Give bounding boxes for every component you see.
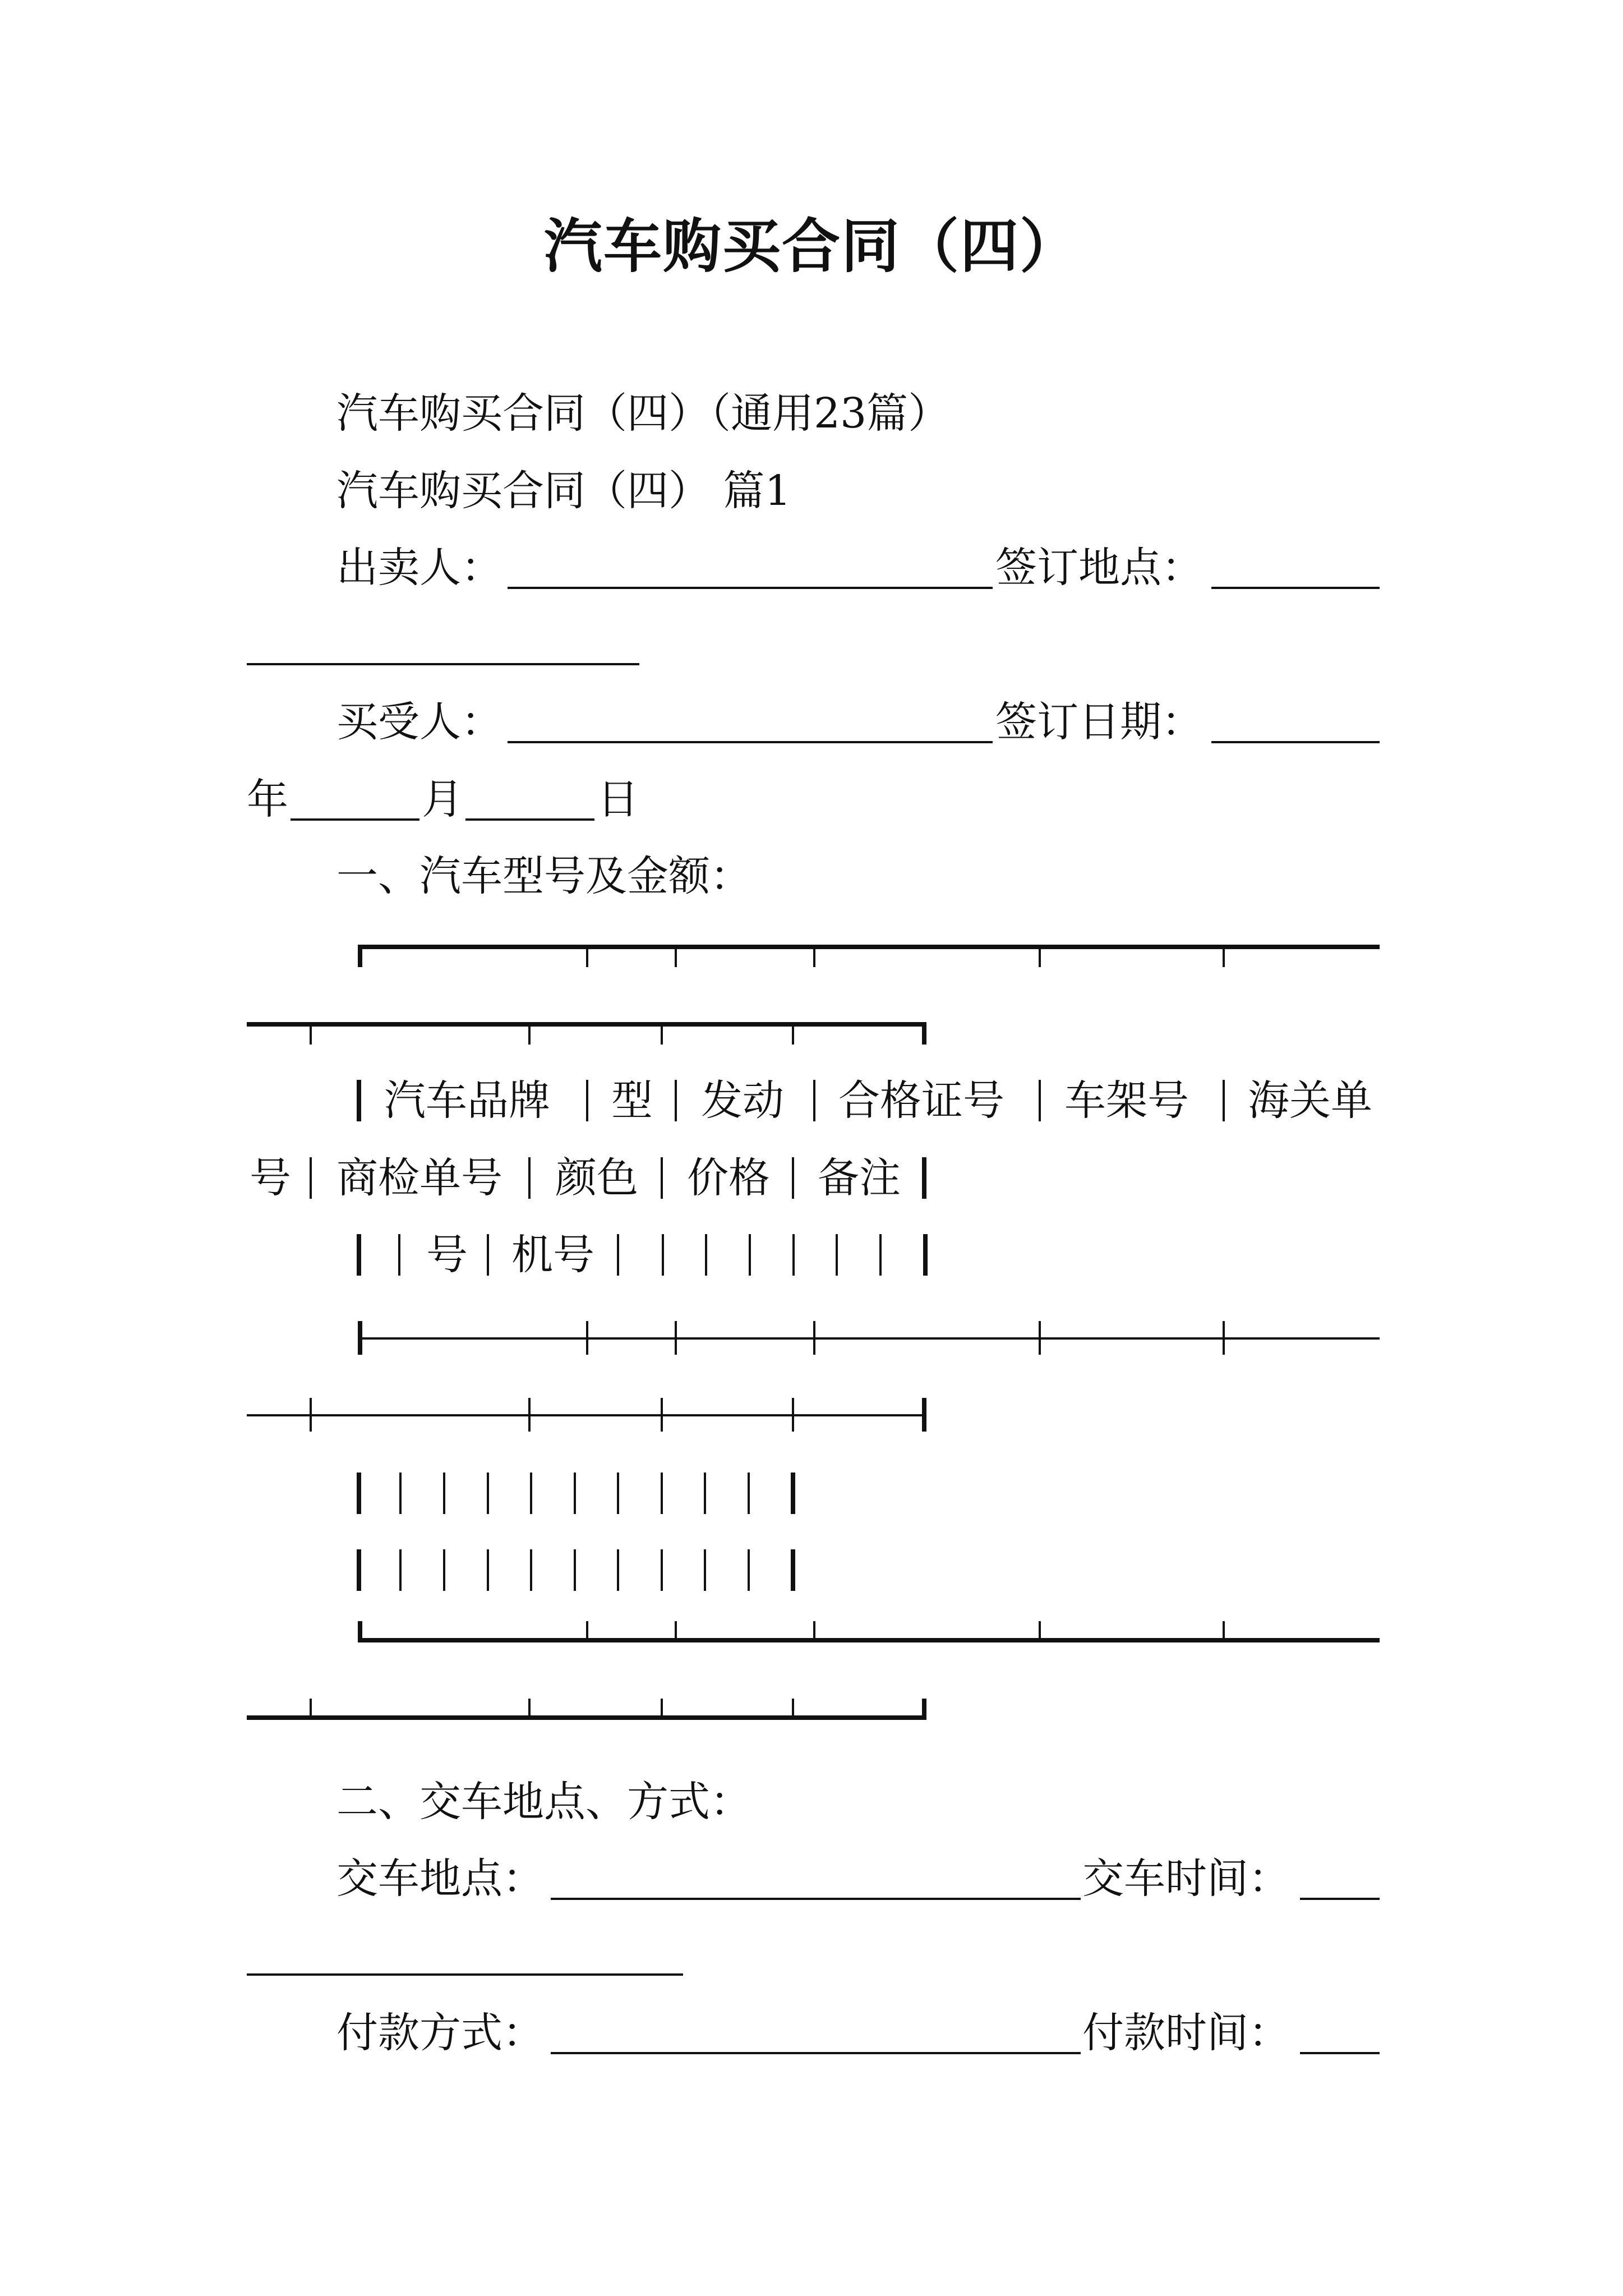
table-tick — [661, 1398, 663, 1432]
cell-border — [922, 1157, 926, 1199]
delivery-time-blank-cont[interactable] — [247, 1973, 683, 1976]
table-tick — [528, 1699, 531, 1720]
cell-border — [617, 1234, 619, 1276]
cell-border — [574, 1473, 576, 1514]
table-tick — [661, 1699, 663, 1720]
document-subtitle: 汽车购买合同（四）（通用23篇） — [336, 389, 950, 438]
table-tick — [1039, 945, 1041, 967]
header-customs-cont: 号 — [250, 1154, 291, 1202]
month-label: 月 — [422, 775, 463, 823]
cell-border — [675, 1080, 677, 1121]
header-certificate: 合格证号 — [838, 1076, 1004, 1125]
table-mid-border — [358, 1337, 1380, 1340]
cell-border — [879, 1234, 882, 1276]
cell-border — [398, 1234, 400, 1276]
table-bottom-border — [358, 1638, 1380, 1642]
payment-time-blank[interactable] — [1300, 2052, 1380, 2054]
table-bottom-border-cont — [247, 1715, 926, 1720]
table-tick — [586, 1321, 588, 1355]
table-tick — [1039, 1321, 1041, 1355]
cell-border — [661, 1473, 663, 1514]
sign-place-blank-cont[interactable] — [247, 663, 639, 665]
table-corner — [922, 1022, 926, 1045]
header-engine-cont: 机号 — [511, 1231, 594, 1279]
header-engine: 发动 — [701, 1076, 784, 1125]
table-corner — [922, 1699, 926, 1720]
cell-border — [748, 1549, 750, 1591]
header-model: 型 — [611, 1076, 653, 1125]
header-color: 颜色 — [555, 1154, 638, 1202]
delivery-time-label: 交车时间： — [1082, 1855, 1290, 1903]
cell-border — [791, 1549, 795, 1591]
cell-border — [836, 1234, 838, 1276]
table-tick — [310, 1699, 312, 1720]
table-tick — [1223, 1321, 1225, 1355]
table-tick — [792, 1022, 794, 1045]
cell-border — [443, 1473, 445, 1514]
table-top-border-cont — [247, 1022, 926, 1027]
table-tick — [358, 1321, 362, 1355]
cell-border — [1223, 1080, 1225, 1121]
cell-border — [574, 1549, 576, 1591]
cell-border — [704, 1549, 706, 1591]
section-label: 汽车购买合同（四） 篇1 — [336, 467, 791, 515]
buyer-label: 买受人： — [336, 698, 502, 746]
cell-border — [791, 1473, 795, 1514]
cell-border — [923, 1234, 928, 1276]
header-price: 价格 — [687, 1154, 770, 1202]
cell-border — [1039, 1080, 1041, 1121]
day-label: 日 — [597, 775, 639, 823]
table-corner — [358, 1621, 362, 1642]
cell-border — [705, 1234, 707, 1276]
table-tick — [586, 1621, 588, 1642]
cell-border — [749, 1234, 751, 1276]
table-tick — [813, 945, 815, 967]
cell-border — [748, 1473, 750, 1514]
delivery-time-blank[interactable] — [1300, 1898, 1380, 1900]
month-blank[interactable] — [465, 818, 594, 821]
table-top-border — [358, 945, 1380, 949]
table-tick — [1039, 1621, 1041, 1642]
table-tick — [310, 1022, 312, 1045]
payment-method-label: 付款方式： — [336, 2009, 544, 2057]
table-tick — [586, 945, 588, 967]
cell-border — [357, 1234, 361, 1276]
header-frame: 车架号 — [1064, 1076, 1189, 1125]
table-tick — [922, 1398, 926, 1432]
delivery-place-blank[interactable] — [551, 1898, 1081, 1900]
cell-border — [310, 1157, 312, 1199]
seller-label: 出卖人： — [336, 544, 502, 592]
sign-place-blank[interactable] — [1211, 587, 1380, 589]
year-blank[interactable] — [291, 818, 419, 821]
cell-border — [357, 1549, 361, 1591]
table-tick — [661, 1022, 663, 1045]
cell-border — [530, 1549, 532, 1591]
cell-border — [443, 1549, 445, 1591]
sign-place-label: 签订地点： — [995, 544, 1203, 592]
year-label: 年 — [247, 775, 288, 823]
table-tick — [813, 1321, 815, 1355]
cell-border — [662, 1234, 664, 1276]
table-tick — [528, 1022, 531, 1045]
table-corner — [358, 945, 362, 967]
cell-border — [704, 1473, 706, 1514]
header-model-cont: 号 — [426, 1231, 468, 1279]
cell-border — [792, 1234, 795, 1276]
cell-border — [813, 1080, 815, 1121]
buyer-blank[interactable] — [508, 741, 993, 743]
header-inspection: 商检单号 — [336, 1154, 502, 1202]
table-tick — [792, 1699, 794, 1720]
cell-border — [399, 1549, 402, 1591]
table-tick — [528, 1398, 531, 1432]
table-tick — [792, 1398, 794, 1432]
cell-border — [617, 1473, 619, 1514]
cell-border — [357, 1080, 361, 1121]
table-tick — [675, 1321, 677, 1355]
section-2-heading: 二、交车地点、方式： — [336, 1778, 751, 1826]
table-tick — [310, 1398, 312, 1432]
payment-method-blank[interactable] — [551, 2052, 1081, 2054]
cell-border — [399, 1473, 402, 1514]
table-mid-border-cont — [247, 1414, 926, 1416]
cell-border — [661, 1549, 663, 1591]
cell-border — [357, 1473, 361, 1514]
table-tick — [675, 1621, 677, 1642]
cell-border — [792, 1157, 794, 1199]
cell-border — [661, 1157, 663, 1199]
header-customs: 海关单 — [1248, 1076, 1372, 1125]
table-tick — [1223, 945, 1225, 967]
sign-date-blank[interactable] — [1211, 741, 1380, 743]
seller-blank[interactable] — [508, 587, 993, 589]
cell-border — [528, 1157, 531, 1199]
table-tick — [675, 945, 677, 967]
cell-border — [530, 1473, 532, 1514]
cell-border — [617, 1549, 619, 1591]
payment-time-label: 付款时间： — [1082, 2009, 1290, 2057]
cell-border — [586, 1080, 588, 1121]
delivery-place-label: 交车地点： — [336, 1855, 544, 1903]
header-remarks: 备注 — [818, 1154, 901, 1202]
table-tick — [1223, 1621, 1225, 1642]
table-tick — [813, 1621, 815, 1642]
section-1-heading: 一、汽车型号及金额： — [336, 852, 751, 900]
document-title: 汽车购买合同（四） — [543, 211, 1079, 280]
cell-border — [487, 1549, 489, 1591]
cell-border — [487, 1473, 489, 1514]
sign-date-label: 签订日期： — [995, 698, 1203, 746]
cell-border — [487, 1234, 489, 1276]
header-brand: 汽车品牌 — [384, 1076, 550, 1125]
